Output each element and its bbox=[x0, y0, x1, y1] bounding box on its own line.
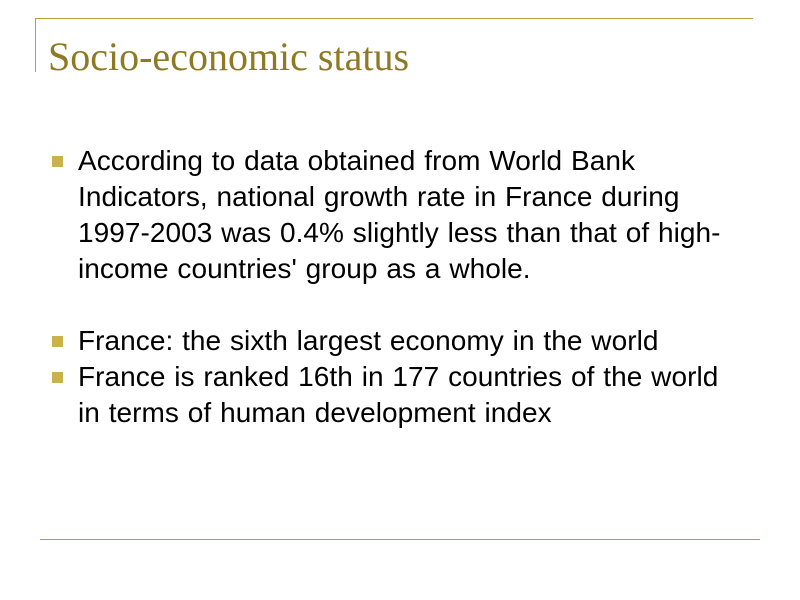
top-rule bbox=[36, 18, 753, 19]
bullet-text: According to data obtained from World Bank Indicators, national growth rate in France during 1997-2003 was 0.4% slightly less than that of high-income countries' group as a whole. bbox=[78, 145, 721, 284]
square-bullet-icon bbox=[52, 336, 63, 347]
bullet-text: France: the sixth largest economy in the world bbox=[78, 325, 659, 356]
bottom-rule bbox=[40, 539, 760, 540]
square-bullet-icon bbox=[52, 372, 63, 383]
bullet-text: France is ranked 16th in 177 countries of the world in terms of human development index bbox=[78, 361, 719, 428]
bullet-item bbox=[48, 143, 748, 287]
slide-title: Socio-economic status bbox=[48, 34, 410, 79]
bullet-item bbox=[48, 359, 748, 431]
square-bullet-icon bbox=[52, 156, 63, 167]
bullet-list bbox=[48, 143, 748, 431]
bullet-item bbox=[48, 323, 748, 359]
left-rule bbox=[35, 18, 36, 72]
